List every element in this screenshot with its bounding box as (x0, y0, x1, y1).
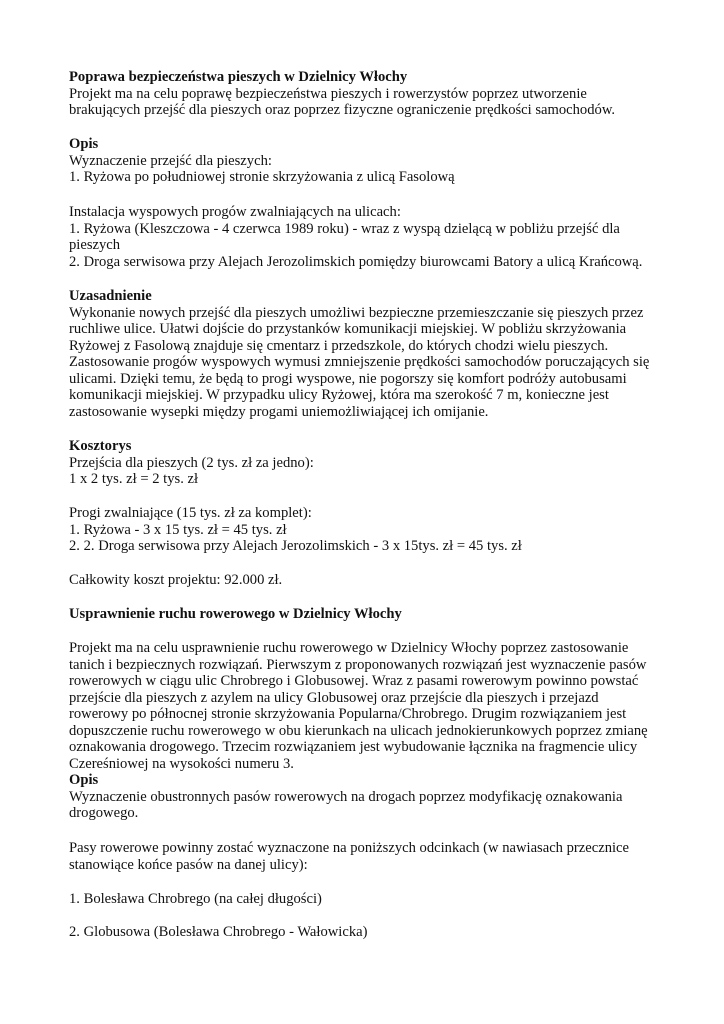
section1-header (69, 69, 659, 119)
section1-opis-heading: Opis (69, 136, 99, 152)
uzasadnienie-line-7: zastosowanie wysepki między progami uniemożliwiającej ich omijanie. (69, 403, 489, 420)
section2-intro (69, 640, 659, 822)
crossings-item-1: 1. Ryżowa po południowej stronie skrzyżowania z ulicą Fasolową (69, 169, 455, 185)
section2-intro-line-6: dopuszczenie ruchu rowerowego w obu kierunkach na ulicach jednokierunkowych poprzez zmianę (69, 722, 648, 739)
section2-opis-heading: Opis (69, 772, 99, 788)
segments-item-2: 2. Globusowa (Bolesława Chrobrego - Wałowicka) (69, 924, 368, 940)
section2-intro-line-2: tanich i bezpiecznych rozwiązań. Pierwszym z proponowanych rozwiązań jest wyznaczenie pasów (69, 656, 647, 673)
bumps-block (69, 204, 659, 270)
lanes-line-2: drogowego. (69, 805, 139, 821)
cost-bumps-block (69, 505, 659, 555)
section2-title-block (69, 606, 659, 623)
total-block (69, 572, 659, 589)
segments-item-1-block (69, 891, 659, 908)
section2-intro-line-5: rowerowy po północnej stronie skrzyżowania Popularna/Chrobrego. Drugim rozwiązaniem jest (69, 706, 627, 722)
section1-intro-line-2: brakujących przejść dla pieszych oraz poprzez fizyczne ograniczenie prędkości samochodów. (69, 102, 616, 118)
cost-bumps-line-3: 2. 2. Droga serwisowa przy Alejach Jerozolimskich - 3 x 15tys. zł = 45 tys. zł (69, 538, 522, 554)
uzasadnienie-line-4: Zastosowanie progów wyspowych wymusi zmniejszenie prędkości samochodów poruczających się (69, 354, 650, 370)
total-cost: Całkowity koszt projektu: 92.000 zł. (69, 572, 283, 588)
section1-intro-line-1: Projekt ma na celu poprawę bezpieczeństwa pieszych i rowerzystów poprzez utworzenie (69, 85, 587, 102)
bumps-item-1-line-1: 1. Ryżowa (Kleszczowa - 4 czerwca 1989 roku) - wraz z wyspą dzielącą w pobliżu przejść dla (69, 220, 620, 237)
uzasadnienie-block (69, 288, 659, 420)
bumps-item-1-line-2: pieszych (69, 237, 121, 253)
section2-intro-line-1: Projekt ma na celu usprawnienie ruchu rowerowego w Dzielnicy Włochy poprzez zastosowanie (69, 640, 629, 656)
cost-bumps-line-2: 1. Ryżowa - 3 x 15 tys. zł = 45 tys. zł (69, 521, 287, 538)
segments-block (69, 840, 659, 873)
segments-item-1: 1. Bolesława Chrobrego (na całej długości) (69, 891, 322, 907)
lanes-line-1: Wyznaczenie obustronnych pasów rowerowych na drogach poprzez modyfikację oznakowania (69, 788, 623, 805)
kosztorys-heading: Kosztorys (69, 438, 132, 454)
uzasadnienie-heading: Uzasadnienie (69, 288, 152, 304)
section1-opis (69, 136, 659, 186)
cost-crossings-line-2: 1 x 2 tys. zł = 2 tys. zł (69, 471, 199, 487)
segments-line-2: stanowiące końce pasów na danej ulicy): (69, 856, 308, 873)
section2-title: Usprawnienie ruchu rowerowego w Dzielnicy Włochy (69, 606, 402, 622)
uzasadnienie-line-1: Wykonanie nowych przejść dla pieszych umożliwi bezpieczne przemieszczanie się pieszych przez (69, 304, 644, 321)
uzasadnienie-line-2: ruchliwe ulice. Ułatwi dojście do przystanków komunikacji miejskiej. W pobliżu skrzyżowania (69, 321, 627, 337)
kosztorys-block (69, 438, 659, 488)
section2-intro-line-4: przejście dla pieszych z azylem na ulicy Globusowej oraz przejście dla pieszych i przejazd (69, 689, 599, 706)
bumps-item-2: 2. Droga serwisowa przy Alejach Jerozolimskich pomiędzy biurowcami Batory a ulicą Krańcową. (69, 253, 643, 270)
section2-intro-line-8: Czereśniowej na wysokości numeru 3. (69, 755, 294, 772)
section2-intro-line-3: rowerowych w ciągu ulic Chrobrego i Globusowej. Wraz z pasami rowerowym powinno powstać (69, 673, 639, 689)
cost-bumps-line-1: Progi zwalniające (15 tys. zł za komplet): (69, 505, 312, 521)
cost-crossings-line-1: Przejścia dla pieszych (2 tys. zł za jedno): (69, 454, 314, 471)
uzasadnienie-line-3: Ryżowej z Fasolową znajduje się cmentarz i przedszkole, do których chodzi wielu pieszych. (69, 337, 609, 354)
segments-item-2-block (69, 924, 659, 941)
section1-title: Poprawa bezpieczeństwa pieszych w Dzielnicy Włochy (69, 69, 408, 85)
segments-line-1: Pasy rowerowe powinny zostać wyznaczone na poniższych odcinkach (w nawiasach przecznice (69, 840, 629, 856)
section2-intro-line-7: oznakowania drogowego. Trzecim rozwiązaniem jest wybudowanie łącznika na fragmencie ulicy (69, 739, 638, 755)
crossings-heading: Wyznaczenie przejść dla pieszych: (69, 152, 272, 169)
uzasadnienie-line-6: komunikacji miejskiej. W przypadku ulicy Ryżowej, która ma szerokość 7 m, konieczne jest (69, 387, 609, 403)
bumps-heading: Instalacja wyspowych progów zwalniających na ulicach: (69, 204, 401, 220)
uzasadnienie-line-5: ulicami. Dzięki temu, że będą to progi wyspowe, nie pogorszy się komfort podróży autobusami (69, 370, 627, 387)
